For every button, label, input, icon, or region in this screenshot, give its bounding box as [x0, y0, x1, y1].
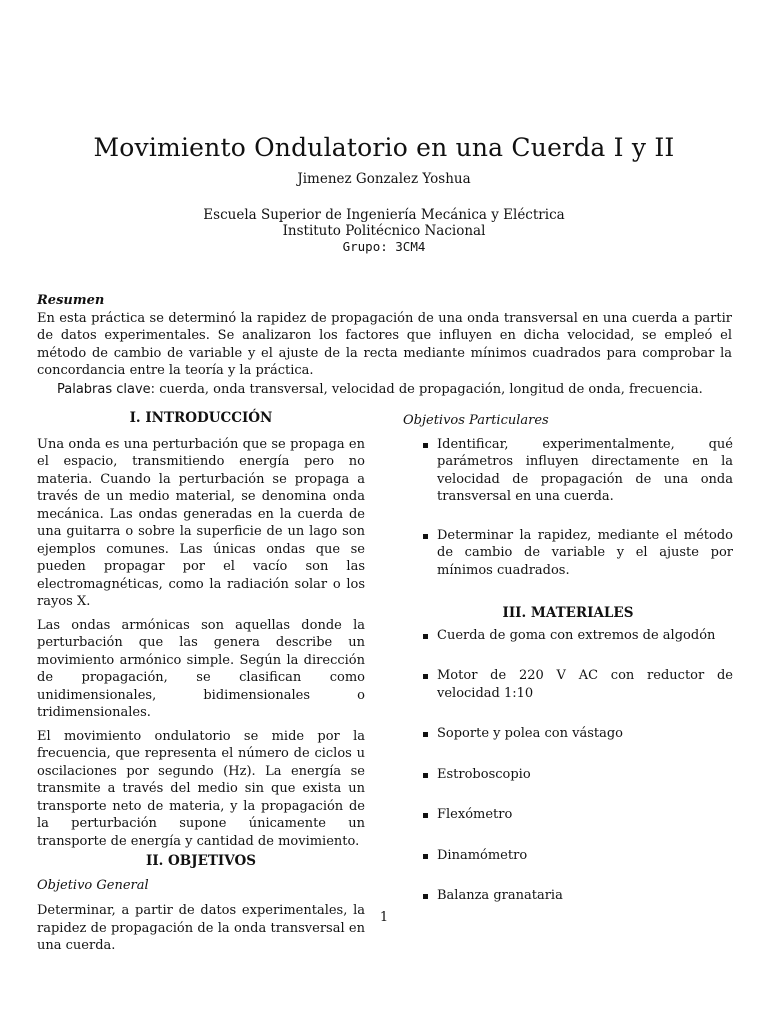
affiliation-block [0, 207, 768, 255]
list-item [403, 766, 733, 784]
list-item [403, 436, 733, 506]
bullet-icon [423, 813, 428, 818]
list-item [403, 667, 733, 702]
keywords-text: cuerda, onda transversal, velocidad de propagación, longitud de onda, frecuencia. [159, 382, 703, 397]
affiliation-institute: Instituto Politécnico Nacional [282, 223, 486, 239]
list-item [403, 806, 733, 824]
bullet-icon [423, 534, 428, 539]
affiliation-group: Grupo: 3CM4 [342, 239, 426, 254]
particular-objectives-list [403, 436, 733, 580]
abstract-text: En esta práctica se determinó la rapidez de propagación de una onda transversal en una cuerda a partir de datos experimentales. Se analizaron los factores que influyen en dicha velocidad, se empleó el método de cambio de variable y el ajuste de la recta mediante mínimos cuadrados para comprobar la concordancia entre la teoría y la práctica. [37, 310, 732, 378]
left-column [37, 410, 365, 961]
list-item-text: Identificar, experimentalmente, qué parámetros influyen directamente en la velocidad de propagación de una onda transversal en una cuerda. [437, 436, 733, 504]
author-name: Jimenez Gonzalez Yoshua [297, 171, 471, 187]
bullet-icon [423, 443, 428, 448]
objective-particular-heading: Objetivos Particulares [403, 413, 549, 428]
bullet-icon [423, 674, 428, 679]
bullet-icon [423, 773, 428, 778]
intro-paragraph: Las ondas armónicas son aquellas donde la perturbación que las genera describe un movimiento armónico simple. Según la dirección de propagación, se clasifican como unidimensionales, bidimensionales o tridimensionales. [37, 617, 365, 720]
list-item [403, 725, 733, 743]
keywords [57, 381, 737, 398]
list-item [403, 627, 733, 645]
materials-list [403, 627, 733, 905]
list-item-text: Estroboscopio [437, 766, 531, 782]
bullet-icon [423, 732, 428, 737]
affiliation-school: Escuela Superior de Ingeniería Mecánica y Eléctrica [203, 207, 565, 223]
bullet-icon [423, 894, 428, 899]
list-item [403, 887, 733, 905]
list-item-text: Balanza granataria [437, 888, 563, 903]
right-column [403, 412, 733, 905]
abstract-heading: Resumen [37, 293, 105, 308]
section-heading-introduction: I. INTRODUCCIÓN [129, 410, 273, 426]
list-item-text: Determinar la rapidez, mediante el método de cambio de variable y el ajuste por mínimos cuadrados. [437, 527, 733, 578]
bullet-icon [423, 634, 428, 639]
intro-paragraph: El movimiento ondulatorio se mide por la frecuencia, que representa el número de ciclos u oscilaciones por segundo (Hz). La energía se transmite a través del medio sin que exista un transporte neto de materia, y la propagación de la perturbación supone únicamente un transporte de energía y cantidad de movimiento. [37, 728, 365, 849]
abstract [37, 292, 732, 380]
list-item-text: Soporte y polea con vástago [437, 726, 624, 741]
list-item [403, 527, 733, 580]
paper-title: Movimiento Ondulatorio en una Cuerda I y II [93, 132, 675, 162]
list-item [403, 847, 733, 865]
section-heading-objectives: II. OBJETIVOS [146, 853, 256, 869]
section-heading-materials: III. MATERIALES [502, 605, 634, 621]
objective-general-text: Determinar, a partir de datos experimentales, la rapidez de propagación de la onda transversal en una cuerda. [37, 903, 365, 953]
intro-paragraph: Una onda es una perturbación que se propaga en el espacio, transmitiendo energía pero no materia. Cuando la perturbación se propaga a través de un medio material, se denomina onda mecánica. Las ondas generadas en la cuerda de una guitarra o sobre la superficie de un lago son ejemplos comunes. Las únicas ondas que se pueden propagar por el vacío son las electromagnéticas, como la radiación solar o los rayos X. [37, 436, 365, 609]
objective-general-heading: Objetivo General [37, 877, 149, 893]
list-item-text: Cuerda de goma con extremos de algodón [437, 627, 716, 643]
list-item-text: Motor de 220 V AC con reductor de velocidad 1:10 [437, 668, 733, 701]
list-item-text: Flexómetro [437, 807, 513, 822]
list-item-text: Dinamómetro [437, 847, 528, 863]
bullet-icon [423, 854, 428, 859]
keywords-label: Palabras clave: [57, 382, 156, 397]
page-number: 1 [379, 910, 389, 925]
